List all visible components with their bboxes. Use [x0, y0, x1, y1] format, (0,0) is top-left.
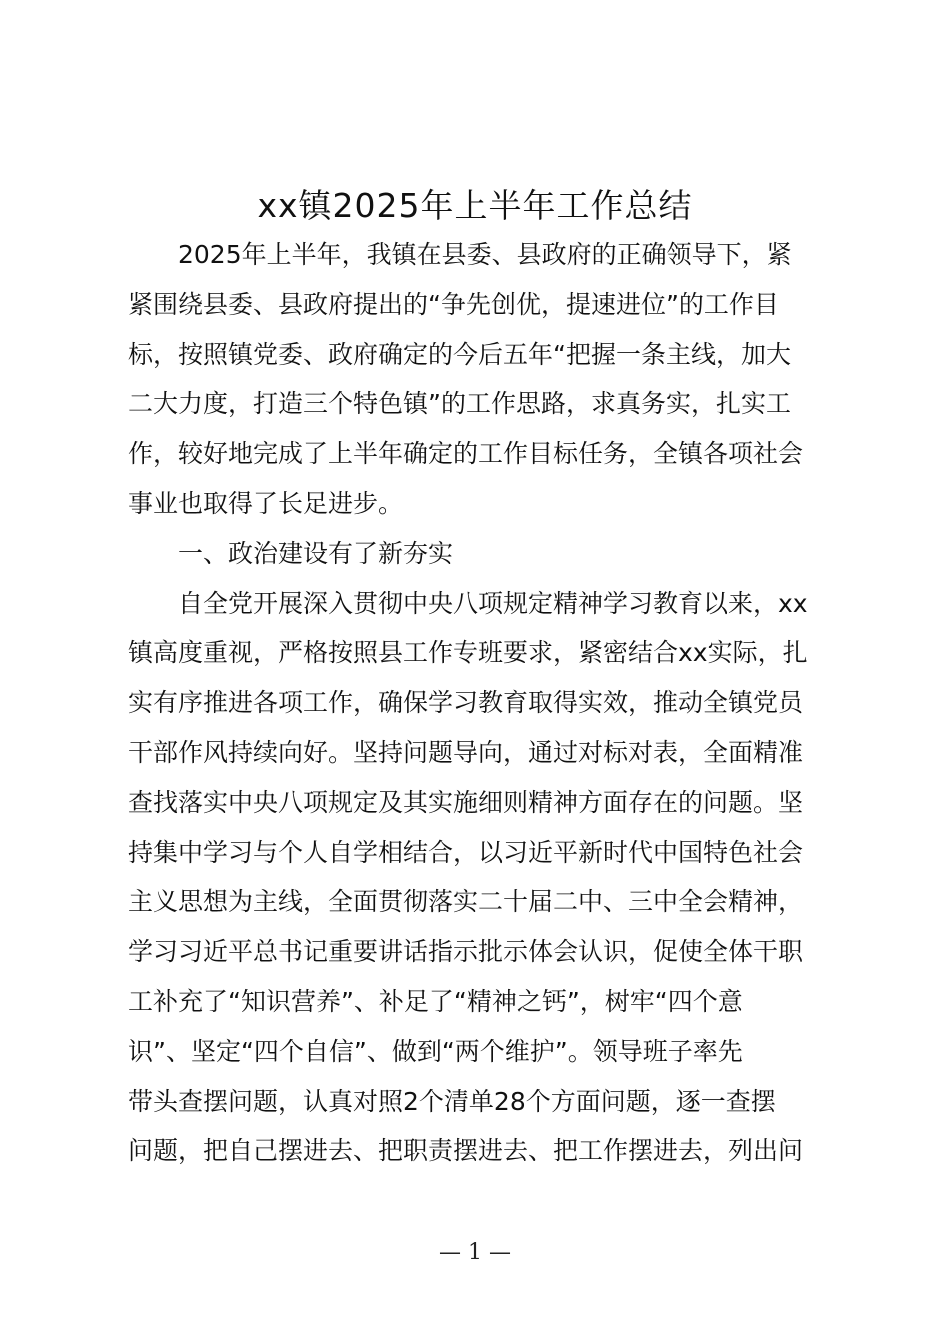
text-line: 工补充了“知识营养”、补足了“精神之钙”，树牢“四个意: [128, 986, 743, 1016]
text-line: 标，按照镇党委、政府确定的今后五年“把握一条主线，加大: [128, 339, 791, 369]
text-line: 带头查摆问题，认真对照2个清单28个方面问题，逐一查摆: [128, 1086, 776, 1116]
text-line: 干部作风持续向好。坚持问题导向，通过对标对表，全面精准: [128, 737, 804, 767]
heading-text: 一、政治建设有了新夯实: [178, 538, 454, 568]
text-line: 作，较好地完成了上半年确定的工作目标任务，全镇各项社会: [128, 439, 804, 469]
text-line: 2025年上半年，我镇在县委、县政府的正确领导下，紧: [178, 240, 792, 269]
text-line: 紧围绕县委、县政府提出的“争先创优，提速进位”的工作目: [128, 289, 779, 319]
text-line: 问题，把自己摆进去、把职责摆进去、把工作摆进去，列出问: [128, 1136, 804, 1166]
text-line: 自全党开展深入贯彻中央八项规定精神学习教育以来，xx: [178, 588, 808, 618]
text-line: 识”、坚定“四个自信”、做到“两个维护”。领导班子率先: [128, 1036, 743, 1066]
paragraph-intro: [128, 230, 838, 529]
text-line: 事业也取得了长足进步。: [128, 488, 404, 518]
document-body: [128, 230, 838, 1176]
section-heading: [128, 529, 838, 579]
text-line: 镇高度重视，严格按照县工作专班要求，紧密结合xx实际，扎: [128, 638, 808, 668]
document-title: xx镇2025年上半年工作总结: [257, 186, 693, 225]
text-line: 持集中学习与个人自学相结合，以习近平新时代中国特色社会: [128, 837, 804, 867]
paragraph-political-construction: [128, 579, 838, 1177]
text-line: 实有序推进各项工作，确保学习教育取得实效，推动全镇党员: [128, 688, 804, 718]
page-number: — 1 —: [439, 1240, 511, 1265]
text-line: 二大力度，打造三个特色镇”的工作思路，求真务实，扎实工: [128, 389, 791, 419]
text-line: 查找落实中央八项规定及其实施细则精神方面存在的问题。坚: [128, 787, 804, 817]
text-line: 主义思想为主线，全面贯彻落实二十届二中、三中全会精神，: [128, 887, 804, 917]
text-line: 学习习近平总书记重要讲话指示批示体会认识，促使全体干职: [128, 937, 804, 967]
